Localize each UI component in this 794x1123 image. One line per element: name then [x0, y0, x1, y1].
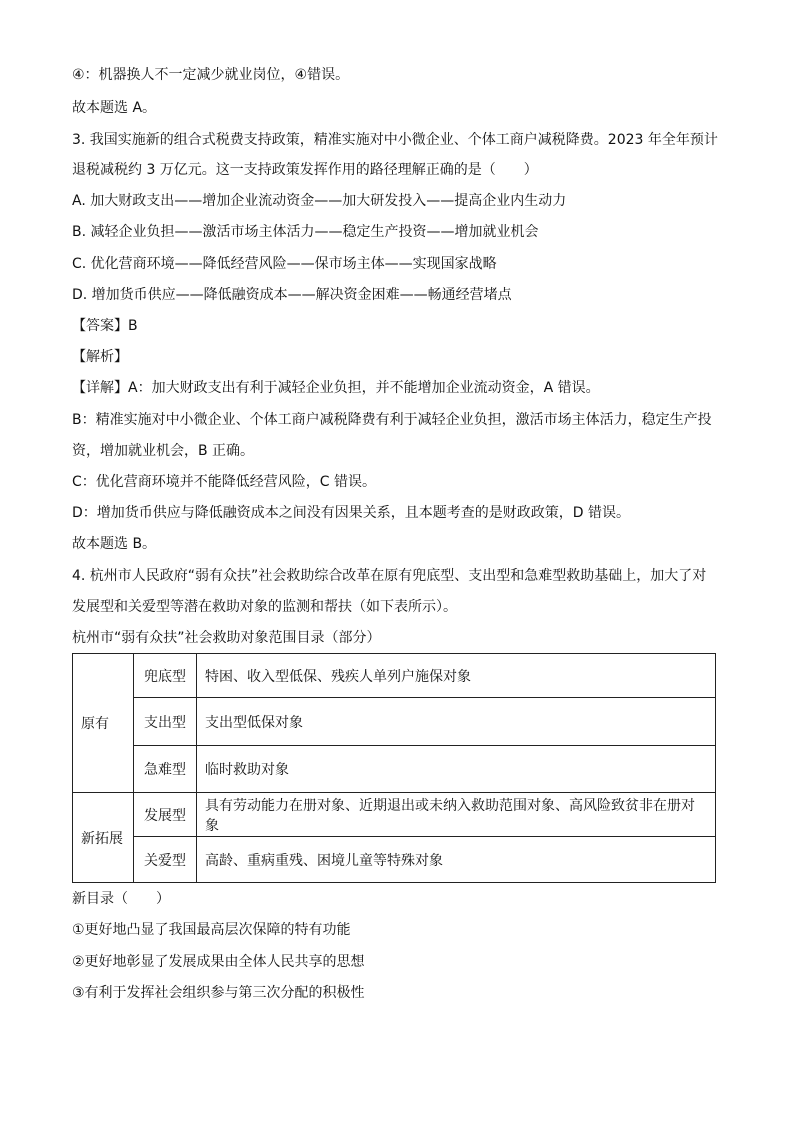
- description-cell: 特困、收入型低保、残疾人单列户施保对象: [197, 654, 716, 698]
- detail-analysis-b-line-2: 资，增加就业机会，B 正确。: [72, 443, 255, 459]
- social-assistance-table: [72, 653, 716, 883]
- statement-2: ②更好地彰显了发展成果由全体人民共享的思想: [72, 954, 365, 970]
- detail-analysis-c: C：优化营商环境并不能降低经营风险，C 错误。: [72, 474, 376, 490]
- question-3-option-a: A. 加大财政支出——增加企业流动资金——加大研发投入——提高企业内生动力: [72, 193, 567, 209]
- question-3-stem-line-1: 3. 我国实施新的组合式税费支持政策，精准实施对中小微企业、个体工商户减税降费。2023 年全年预计: [72, 132, 718, 148]
- question-4-prompt: 新目录（ ）: [72, 891, 170, 907]
- table-row: [73, 698, 716, 746]
- type-cell: 急难型: [134, 746, 197, 793]
- description-cell: 具有劳动能力在册对象、近期退出或未纳入救助范围对象、高风险致贫非在册对象: [197, 793, 716, 837]
- question-3-option-b: B. 减轻企业负担——激活市场主体活力——稳定生产投资——增加就业机会: [72, 224, 539, 240]
- description-cell: 支出型低保对象: [197, 698, 716, 746]
- question-4-stem-line-1: 4. 杭州市人民政府“弱有众扶”社会救助综合改革在原有兜底型、支出型和急难型救助基础上，加大了对: [72, 568, 707, 584]
- type-cell: 兜底型: [134, 654, 197, 698]
- question-3-option-d: D. 增加货币供应——降低融资成本——解决资金困难——畅通经营堵点: [72, 287, 512, 303]
- group-cell-original: 原有: [73, 654, 134, 793]
- statement-1: ①更好地凸显了我国最高层次保障的特有功能: [72, 922, 351, 938]
- table-row: [73, 793, 716, 837]
- type-cell: 支出型: [134, 698, 197, 746]
- group-cell-new: 新拓展: [73, 793, 134, 883]
- description-cell: 高龄、重病重残、困境儿童等特殊对象: [197, 837, 716, 883]
- question-3-option-c: C. 优化营商环境——降低经营风险——保市场主体——实现国家战略: [72, 256, 497, 272]
- description-cell: 临时救助对象: [197, 746, 716, 793]
- table-row: [73, 746, 716, 793]
- analysis-label: 【解析】: [72, 349, 128, 365]
- question-3-stem-line-2: 退税减税约 3 万亿元。这一支持政策发挥作用的路径理解正确的是（ ）: [72, 162, 538, 178]
- detail-analysis-b-line-1: B：精准实施对中小微企业、个体工商户减税降费有利于减轻企业负担，激活市场主体活力，稳定生产投: [72, 412, 712, 428]
- type-cell: 关爱型: [134, 837, 197, 883]
- question-4-stem-line-2: 发展型和关爱型等潜在救助对象的监测和帮扶（如下表所示）。: [72, 599, 457, 615]
- detail-analysis-a: 【详解】A：加大财政支出有利于减轻企业负担，并不能增加企业流动资金，A 错误。: [72, 380, 600, 396]
- table-row: [73, 837, 716, 883]
- answer-label: 【答案】B: [72, 318, 138, 334]
- detail-analysis-d: D：增加货币供应与降低融资成本之间没有因果关系，且本题考查的是财政政策，D 错误。: [72, 505, 631, 521]
- statement-3: ③有利于发挥社会组织参与第三次分配的积极性: [72, 985, 365, 1001]
- answer-conclusion-q3: 故本题选 B。: [72, 536, 157, 552]
- table-row: [73, 654, 716, 698]
- table-caption: 杭州市“弱有众扶”社会救助对象范围目录（部分）: [72, 630, 381, 646]
- answer-conclusion-q2: 故本题选 A。: [72, 100, 157, 116]
- analysis-item-4: ④：机器换人不一定减少就业岗位，④错误。: [72, 67, 350, 83]
- type-cell: 发展型: [134, 793, 197, 837]
